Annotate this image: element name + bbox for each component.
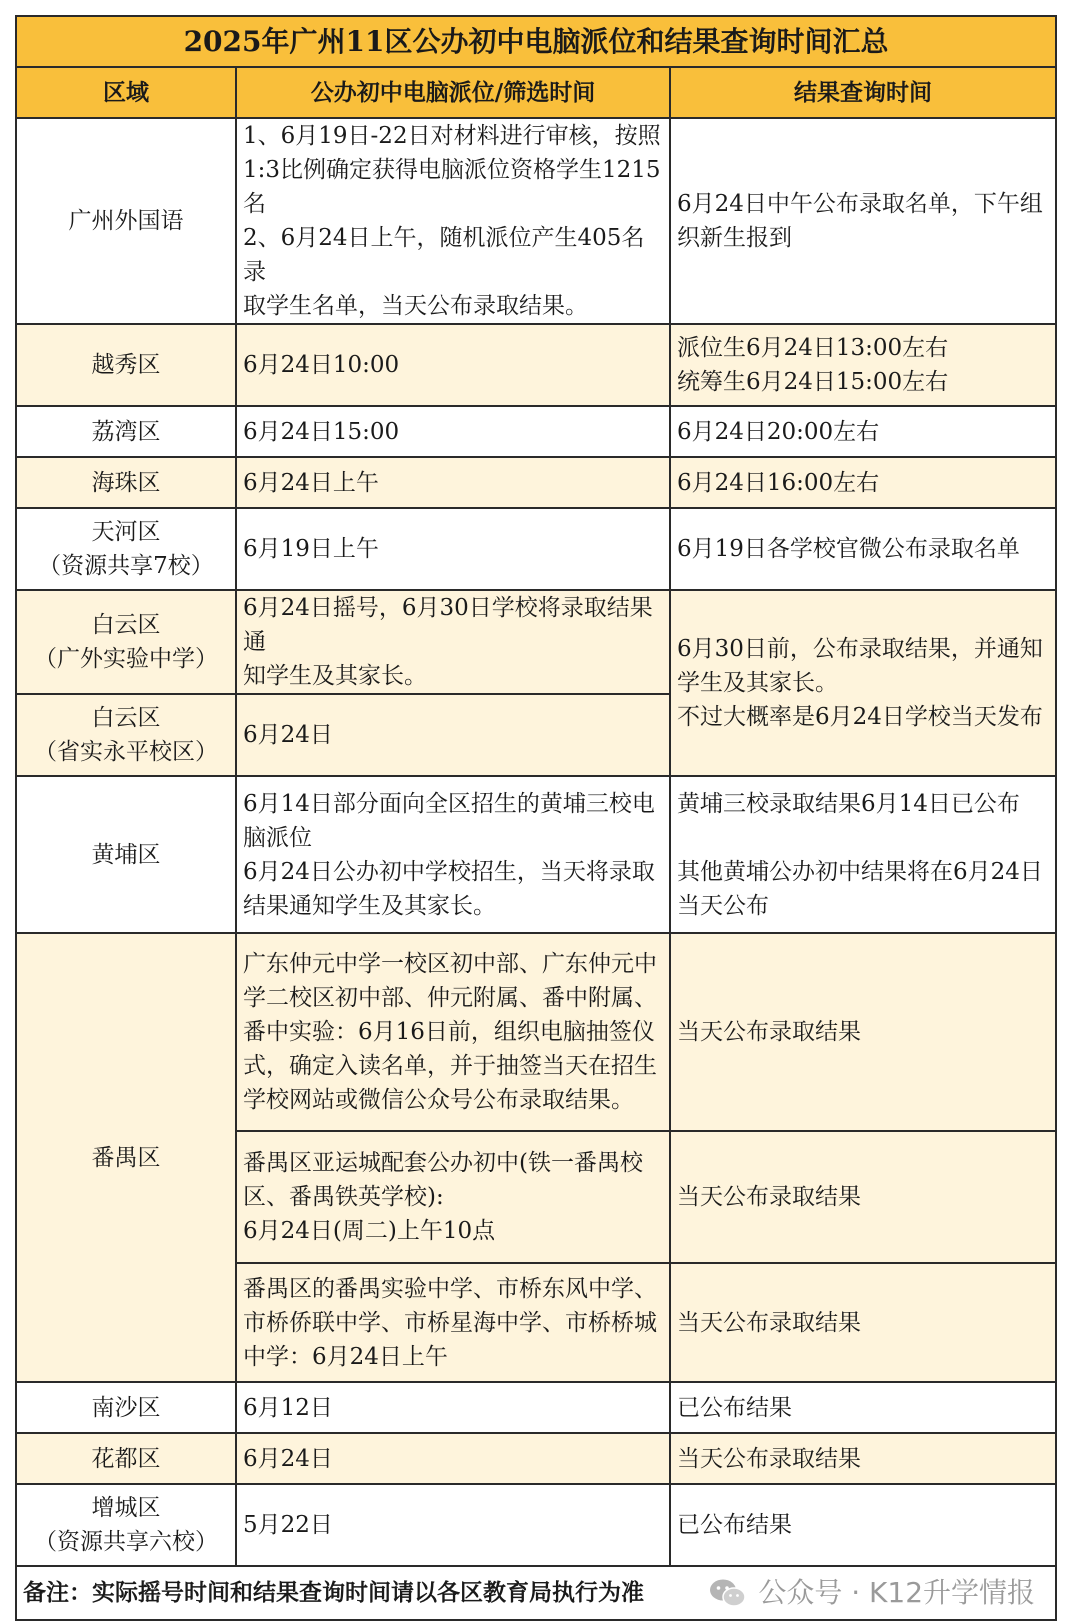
result-cell: 已公布结果: [670, 1382, 1056, 1433]
region-cell: 南沙区: [16, 1382, 236, 1433]
time-cell: 6月12日: [236, 1382, 670, 1433]
result-cell: 当天公布录取结果: [670, 1263, 1056, 1382]
region-cell: 增城区 （资源共享六校）: [16, 1484, 236, 1566]
schedule-table: [15, 15, 1057, 1621]
table-row: [16, 1382, 1056, 1433]
header-time: 公办初中电脑派位/筛选时间: [236, 67, 670, 118]
header-result: 结果查询时间: [670, 67, 1056, 118]
time-cell: 6月24日上午: [236, 457, 670, 508]
result-cell: 派位生6月24日13:00左右 统筹生6月24日15:00左右: [670, 324, 1056, 406]
table-row: [16, 933, 1056, 1131]
table-row: [16, 406, 1056, 457]
time-cell: 6月24日: [236, 1433, 670, 1484]
table-title: 2025年广州11区公办初中电脑派位和结果查询时间汇总: [16, 16, 1056, 67]
time-cell: 5月22日: [236, 1484, 670, 1566]
time-cell: 6月24日摇号，6月30日学校将录取结果通 知学生及其家长。: [236, 590, 670, 694]
region-cell: 天河区 （资源共享7校）: [16, 508, 236, 590]
watermark: [708, 1576, 1049, 1610]
table-row: [16, 1484, 1056, 1566]
region-cell: 海珠区: [16, 457, 236, 508]
region-cell: 番禺区: [16, 933, 236, 1382]
region-cell: 荔湾区: [16, 406, 236, 457]
result-cell: 6月30日前，公布录取结果，并通知 学生及其家长。 不过大概率是6月24日学校当天发布: [670, 590, 1056, 776]
table-row: [16, 590, 1056, 694]
result-cell: 6月24日16:00左右: [670, 457, 1056, 508]
table-row: [16, 118, 1056, 324]
header-region: 区域: [16, 67, 236, 118]
region-cell: 广州外国语: [16, 118, 236, 324]
result-cell: 6月19日各学校官微公布录取名单: [670, 508, 1056, 590]
time-cell: 番禺区的番禺实验中学、市桥东风中学、 市桥侨联中学、市桥星海中学、市桥桥城 中学：6月24日上午: [236, 1263, 670, 1382]
region-cell: 黄埔区: [16, 776, 236, 933]
time-cell: 6月14日部分面向全区招生的黄埔三校电 脑派位 6月24日公办初中学校招生，当天将录取 结果通知学生及其家长。: [236, 776, 670, 933]
table-row: [16, 457, 1056, 508]
time-cell: 1、6月19日-22日对材料进行审核，按照 1:3比例确定获得电脑派位资格学生1215名 2、6月24日上午，随机派位产生405名录 取学生名单，当天公布录取结果。: [236, 118, 670, 324]
result-cell: 6月24日20:00左右: [670, 406, 1056, 457]
table-row: [16, 508, 1056, 590]
time-cell: 广东仲元中学一校区初中部、广东仲元中 学二校区初中部、仲元附属、番中附属、 番中实验：6月16日前，组织电脑抽签仪 式，确定入读名单，并于抽签当天在招生 学校网站或微信公众号公布录取结果。: [236, 933, 670, 1131]
time-cell: 6月24日15:00: [236, 406, 670, 457]
region-cell: 越秀区: [16, 324, 236, 406]
region-cell: 花都区: [16, 1433, 236, 1484]
time-cell: 番禺区亚运城配套公办初中(铁一番禺校 区、番禺铁英学校): 6月24日(周二)上午10点: [236, 1131, 670, 1263]
result-cell: 黄埔三校录取结果6月14日已公布 其他黄埔公办初中结果将在6月24日 当天公布: [670, 776, 1056, 933]
table-row: [16, 776, 1056, 933]
result-cell: 已公布结果: [670, 1484, 1056, 1566]
time-cell: 6月24日: [236, 694, 670, 776]
note-cell: [16, 1566, 1056, 1620]
note-row: [16, 1566, 1056, 1620]
table-row: [16, 324, 1056, 406]
watermark-text: 公众号 · K12升学情报: [758, 1576, 1036, 1609]
result-cell: 6月24日中午公布录取名单，下午组 织新生报到: [670, 118, 1056, 324]
table-row: [16, 1433, 1056, 1484]
region-cell: 白云区 （广外实验中学）: [16, 590, 236, 694]
result-cell: 当天公布录取结果: [670, 1433, 1056, 1484]
note-text: 备注：实际摇号时间和结果查询时间请以各区教育局执行为准: [23, 1579, 644, 1606]
result-cell: 当天公布录取结果: [670, 933, 1056, 1131]
time-cell: 6月24日10:00: [236, 324, 670, 406]
time-cell: 6月19日上午: [236, 508, 670, 590]
region-cell: 白云区 （省实永平校区）: [16, 694, 236, 776]
result-cell: 当天公布录取结果: [670, 1131, 1056, 1263]
